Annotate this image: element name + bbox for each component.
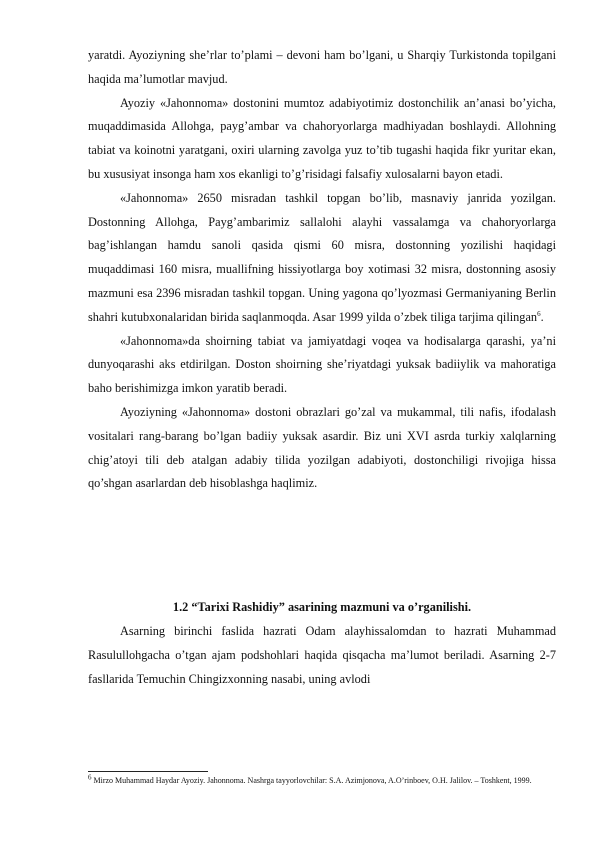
page-body — [88, 44, 556, 691]
paragraph-3-tail: . — [540, 309, 544, 324]
footnote-text: Mirzo Muhammad Haydar Ayoziy. Jahonnoma. Nashrga tayyorlovchilar: S.A. Azimjonova, A.O’rinboev, O.H. Jalilov. – Toshkent, 1999. — [93, 776, 532, 785]
footnote — [88, 774, 556, 787]
paragraph-6: Asarning birinchi faslida hazrati Odam alayhissalomdan to hazrati Muhammad Rasulullohgacha o’tgan ajam podshohlari haqida qisqacha ma’lumot beriladi. Asarning 2-7 fasllarida Temuchin Chingizxonning nasabi, uning avlodi — [88, 623, 556, 686]
paragraph-1: yaratdi. Ayoziyning she’rlar to’plami – devoni ham bo’lgani, u Sharqiy Turkistonda topilgani haqida ma’lumotlar mavjud. — [88, 48, 556, 86]
footnote-divider — [88, 771, 208, 772]
paragraph-3-text: «Jahonnoma» 2650 misradan tashkil topgan bo’lib, masnaviy janrida yozilgan. Dostonning Allohga, Payg’ambarimiz sallalohi alayhi vassalamga va chahoryorlarga bag’ishlangan hamdu sanoli qasida qismi 60 misra, dostonning yozilishi haqidagi muqaddimasi 160 misra, muallifning hissiyotlarga boy xotimasi 32 misra, dostonning asosiy mazmuni esa 2396 misradan tashkil topgan. Uning yagona qo’lyozmasi Germaniyaning Berlin shahri kutubxonalaridan birida saqlanmoqda. Asar 1999 yilda o’zbek tiliga tarjima qilingan — [88, 190, 556, 324]
paragraph-5: Ayoziyning «Jahonnoma» dostoni obrazlari go’zal va mukammal, tili nafis, ifodalash vositalari rang-barang bo’lgan badiiy yuksak asardir. Biz uni XVI asrda turkiy xalqlarning chig’atoyi tili deb atalgan adabiy tilida yozilgan adabiyoti, dostonchiligi rivojiga hissa qo’shgan asarlardan deb hisoblashga haqlimiz. — [88, 404, 556, 491]
section-heading: 1.2 “Tarixi Rashidiy” asarining mazmuni va o’rganilishi. — [172, 600, 472, 615]
paragraph-3 — [88, 187, 556, 330]
section-spacer — [88, 496, 556, 596]
footnote-ref[interactable]: 6 — [537, 309, 541, 318]
footnote-marker: 6 — [88, 773, 92, 782]
paragraph-2: Ayoziy «Jahonnoma» dostonini mumtoz adabiyotimiz dostonchilik an’anasi bo’yicha, muqaddimasida Allohga, payg’ambar va chahoryorlarga madhiyadan boshlaydi. Allohning tabiat va koinotni yaratgani, oxiri ularning zavolga yuz to’tib tugashi haqida fikr yuritar ekan, bu xususiyat insonga ham xos ekanligi to’g’risidagi falsafiy xulosalarni bayon etadi. — [88, 95, 556, 181]
paragraph-4: «Jahonnoma»da shoirning tabiat va jamiyatdagi voqea va hodisalarga qarashi, ya’ni dunyoqarashi aks etdirilgan. Doston shoirning she’riyatdagi yuksak badiiylik va mahoratiga baho berishimizga imkon yaratib beradi. — [88, 333, 556, 396]
